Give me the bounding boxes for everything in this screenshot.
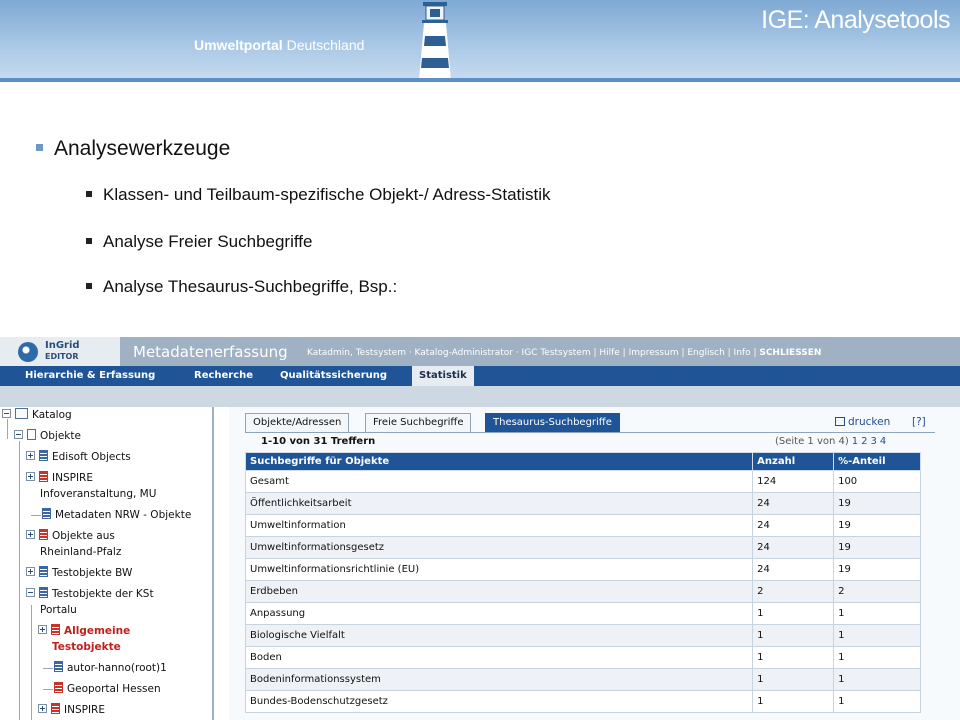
cell-term: Boden bbox=[246, 647, 753, 669]
cell-percent: 19 bbox=[834, 493, 921, 515]
object-red-icon bbox=[39, 529, 48, 540]
column-header-anzahl[interactable]: Anzahl bbox=[753, 453, 834, 471]
object-folder-icon bbox=[39, 450, 48, 461]
object-red-icon bbox=[54, 682, 63, 693]
tab-thesaurus-suchbegriffe[interactable]: Thesaurus-Suchbegriffe bbox=[485, 413, 620, 432]
expand-icon[interactable] bbox=[38, 704, 47, 713]
bullet-square-icon bbox=[36, 144, 43, 151]
bullet-square-icon bbox=[86, 238, 92, 244]
main-menu bbox=[0, 366, 960, 386]
bullet-sub-1: Klassen- und Teilbaum-spezifische Objekt-/ Adress-Statistik bbox=[86, 185, 551, 205]
object-folder-icon bbox=[42, 508, 51, 519]
page-info: (Seite 1 von 4) bbox=[775, 436, 849, 447]
cell-term: Gesamt bbox=[246, 471, 753, 493]
collapse-icon[interactable] bbox=[26, 588, 35, 597]
tree-node-autor-hanno[interactable]: autor-hanno(root)1 bbox=[54, 660, 167, 676]
close-link[interactable]: SCHLIESSEN bbox=[759, 348, 822, 358]
cell-percent: 1 bbox=[834, 625, 921, 647]
cell-term: Erdbeben bbox=[246, 581, 753, 603]
tree-node-objekte[interactable]: Objekte bbox=[14, 428, 81, 444]
collapse-icon[interactable] bbox=[14, 430, 23, 439]
catalog-tree bbox=[0, 407, 214, 720]
slide-header bbox=[0, 0, 960, 82]
tree-node-allgemeine[interactable]: Allgemeine bbox=[38, 623, 130, 639]
table-row bbox=[246, 515, 921, 537]
tab-freie-suchbegriffe[interactable]: Freie Suchbegriffe bbox=[365, 413, 471, 432]
results-table bbox=[245, 452, 921, 713]
portal-name: Umweltportal Deutschland bbox=[194, 37, 365, 53]
cell-percent: 19 bbox=[834, 559, 921, 581]
bullet-sub-3: Analyse Thesaurus-Suchbegriffe, Bsp.: bbox=[86, 277, 397, 297]
column-header-anteil[interactable]: %-Anteil bbox=[834, 453, 921, 471]
table-row bbox=[246, 691, 921, 713]
ingrid-logo: InGrid EDITOR bbox=[0, 337, 120, 366]
tree-node-metadaten-nrw[interactable]: Metadaten NRW - Objekte bbox=[42, 507, 191, 523]
tab-divider bbox=[245, 432, 935, 433]
cell-count: 24 bbox=[753, 515, 834, 537]
folder-icon bbox=[15, 408, 28, 419]
object-icon bbox=[54, 661, 63, 672]
table-row bbox=[246, 603, 921, 625]
bullet-square-icon bbox=[86, 191, 92, 197]
page-link-2[interactable]: 2 bbox=[861, 436, 868, 447]
cell-term: Umweltinformationsrichtlinie (EU) bbox=[246, 559, 753, 581]
object-folder-icon bbox=[39, 587, 48, 598]
app-title: Metadatenerfassung bbox=[133, 343, 288, 361]
table-row bbox=[246, 581, 921, 603]
tab-objekte-adressen[interactable]: Objekte/Adressen bbox=[245, 413, 349, 432]
cell-percent: 1 bbox=[834, 691, 921, 713]
menu-recherche[interactable]: Recherche bbox=[194, 370, 254, 381]
menu-qualitaetssicherung[interactable]: Qualitätssicherung bbox=[280, 370, 388, 381]
ingrid-editor-screenshot bbox=[0, 337, 960, 720]
cell-term: Öffentlichkeitsarbeit bbox=[246, 493, 753, 515]
cell-count: 24 bbox=[753, 559, 834, 581]
page-link-3[interactable]: 3 bbox=[870, 436, 877, 447]
tree-node-allgemeine-line2[interactable]: Testobjekte bbox=[52, 641, 121, 653]
cell-term: Biologische Vielfalt bbox=[246, 625, 753, 647]
bullet-square-icon bbox=[86, 283, 92, 289]
tree-node-rlp-line2[interactable]: Rheinland-Pfalz bbox=[40, 546, 122, 558]
table-row bbox=[246, 471, 921, 493]
cell-percent: 100 bbox=[834, 471, 921, 493]
tree-node-rlp[interactable]: Objekte aus bbox=[26, 528, 115, 544]
expand-icon[interactable] bbox=[26, 451, 35, 460]
cell-term: Umweltinformationsgesetz bbox=[246, 537, 753, 559]
print-button[interactable]: drucken bbox=[835, 416, 890, 428]
tree-node-geoportal-hessen[interactable]: Geoportal Hessen bbox=[54, 681, 161, 697]
page-link-1[interactable]: 1 bbox=[851, 436, 859, 447]
cell-percent: 1 bbox=[834, 603, 921, 625]
collapse-icon[interactable] bbox=[2, 409, 11, 418]
cell-percent: 1 bbox=[834, 669, 921, 691]
cell-count: 1 bbox=[753, 625, 834, 647]
app-status-bar[interactable]: Katadmin, Testsystem · Katalog-Administrator · IGC Testsystem | Hilfe | Impressum | Englisch | Info | SCHLIESSEN bbox=[307, 348, 822, 358]
cell-term: Umweltinformation bbox=[246, 515, 753, 537]
cell-percent: 2 bbox=[834, 581, 921, 603]
cell-term: Bodeninformationssystem bbox=[246, 669, 753, 691]
page-link-4[interactable]: 4 bbox=[879, 436, 887, 447]
table-row bbox=[246, 537, 921, 559]
statistics-panel bbox=[229, 407, 960, 720]
cell-count: 124 bbox=[753, 471, 834, 493]
bullet-sub-2: Analyse Freier Suchbegriffe bbox=[86, 232, 312, 252]
table-row bbox=[246, 559, 921, 581]
expand-icon[interactable] bbox=[26, 567, 35, 576]
tree-node-inspire[interactable]: INSPIRE bbox=[38, 702, 105, 718]
document-icon bbox=[27, 429, 36, 440]
table-row bbox=[246, 625, 921, 647]
table-row bbox=[246, 493, 921, 515]
cell-term: Anpassung bbox=[246, 603, 753, 625]
bullet-main: Analysewerkzeuge bbox=[36, 137, 230, 161]
table-row bbox=[246, 669, 921, 691]
app-header bbox=[0, 337, 960, 366]
tree-node-kst-line2[interactable]: Portalu bbox=[40, 604, 77, 616]
menu-hierarchie[interactable]: Hierarchie & Erfassung bbox=[25, 370, 156, 381]
cell-count: 1 bbox=[753, 603, 834, 625]
cell-count: 1 bbox=[753, 647, 834, 669]
hit-count: 1-10 von 31 Treffern bbox=[261, 436, 376, 447]
cell-count: 24 bbox=[753, 493, 834, 515]
expand-icon[interactable] bbox=[26, 472, 35, 481]
cell-count: 1 bbox=[753, 691, 834, 713]
cell-count: 24 bbox=[753, 537, 834, 559]
tree-node-katalog[interactable]: Katalog bbox=[2, 407, 72, 423]
table-row bbox=[246, 647, 921, 669]
tree-node-edisoft[interactable]: Edisoft Objects bbox=[26, 449, 131, 465]
cell-percent: 19 bbox=[834, 537, 921, 559]
column-header-suchbegriff[interactable]: Suchbegriffe für Objekte bbox=[246, 453, 753, 471]
cell-count: 1 bbox=[753, 669, 834, 691]
expand-icon[interactable] bbox=[38, 625, 47, 634]
cell-count: 2 bbox=[753, 581, 834, 603]
object-folder-icon bbox=[39, 566, 48, 577]
globe-icon bbox=[18, 342, 38, 362]
tree-node-inspire-info[interactable]: INSPIRE bbox=[26, 470, 93, 486]
sub-toolbar bbox=[0, 386, 960, 407]
tree-node-kst[interactable]: Testobjekte der KSt bbox=[26, 586, 154, 602]
cell-percent: 19 bbox=[834, 515, 921, 537]
slide-title: IGE: Analysetools bbox=[761, 6, 950, 34]
object-red-icon bbox=[51, 703, 60, 714]
table-header-row bbox=[246, 453, 921, 471]
pager bbox=[775, 436, 886, 447]
tree-node-testobjekte-bw[interactable]: Testobjekte BW bbox=[26, 565, 132, 581]
cell-term: Bundes-Bodenschutzgesetz bbox=[246, 691, 753, 713]
expand-icon[interactable] bbox=[26, 530, 35, 539]
cell-percent: 1 bbox=[834, 647, 921, 669]
printer-icon bbox=[835, 417, 845, 426]
help-link[interactable]: [?] bbox=[912, 416, 926, 428]
header-band bbox=[0, 78, 960, 82]
object-red-icon bbox=[39, 471, 48, 482]
object-red-icon bbox=[51, 624, 60, 635]
menu-statistik[interactable]: Statistik bbox=[412, 366, 474, 386]
lighthouse-logo bbox=[405, 0, 465, 82]
tree-node-inspire-info-line2[interactable]: Infoveranstaltung, MU bbox=[40, 488, 157, 500]
